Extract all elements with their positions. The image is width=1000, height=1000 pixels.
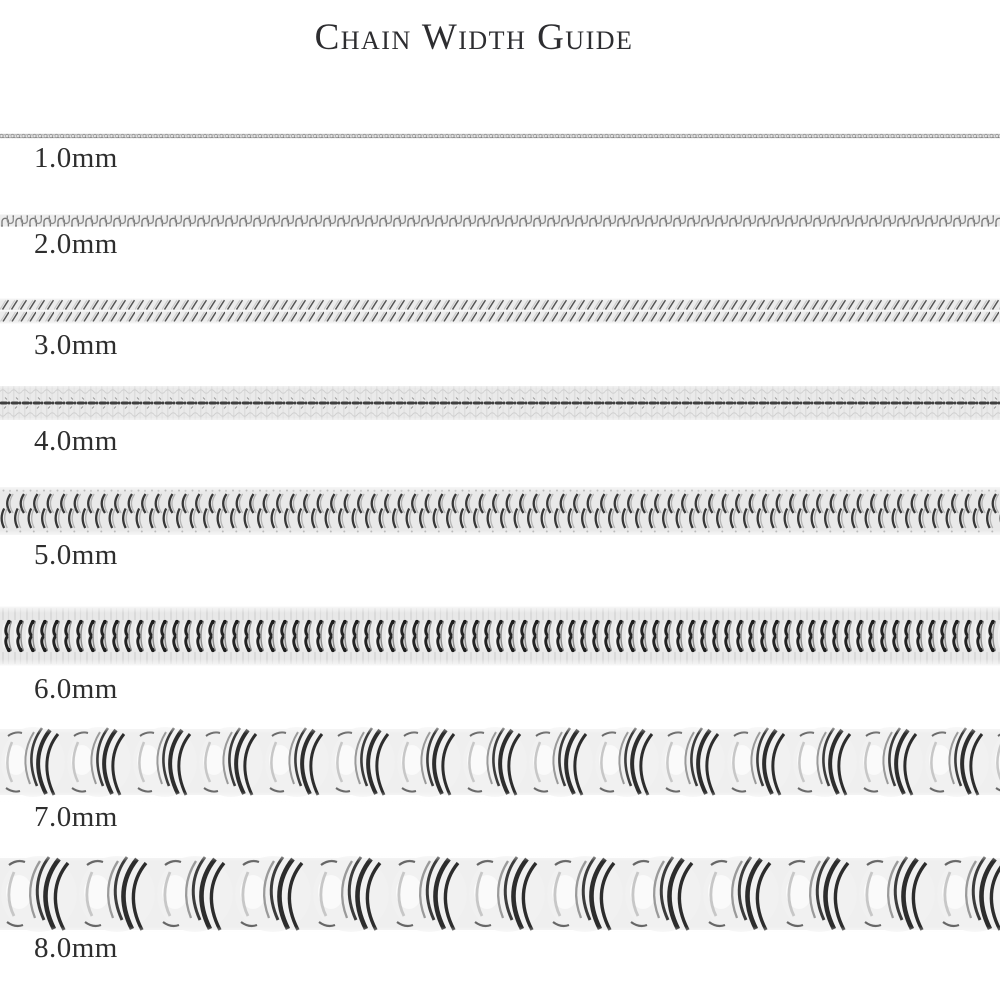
chain-width-label: 4.0mm	[34, 425, 118, 457]
chain-image-5mm	[0, 484, 1000, 538]
chain-width-label: 8.0mm	[34, 932, 118, 964]
chain-image-6mm	[0, 604, 1000, 668]
chain-image-7mm	[0, 722, 1000, 803]
chain-width-label: 3.0mm	[34, 329, 118, 361]
chain-image-4mm	[0, 382, 1000, 424]
chain-image-3mm	[0, 296, 1000, 326]
chain-width-label: 7.0mm	[34, 801, 118, 833]
chain-width-label: 2.0mm	[34, 228, 118, 260]
chain-width-label: 1.0mm	[34, 142, 118, 174]
page-title: Chain Width Guide	[314, 17, 634, 58]
chain-image-1mm	[0, 131, 1000, 141]
chain-width-label: 6.0mm	[34, 673, 118, 705]
chain-image-8mm	[0, 850, 1000, 938]
chain-width-label: 5.0mm	[34, 539, 118, 571]
chain-image-2mm	[0, 211, 1000, 230]
